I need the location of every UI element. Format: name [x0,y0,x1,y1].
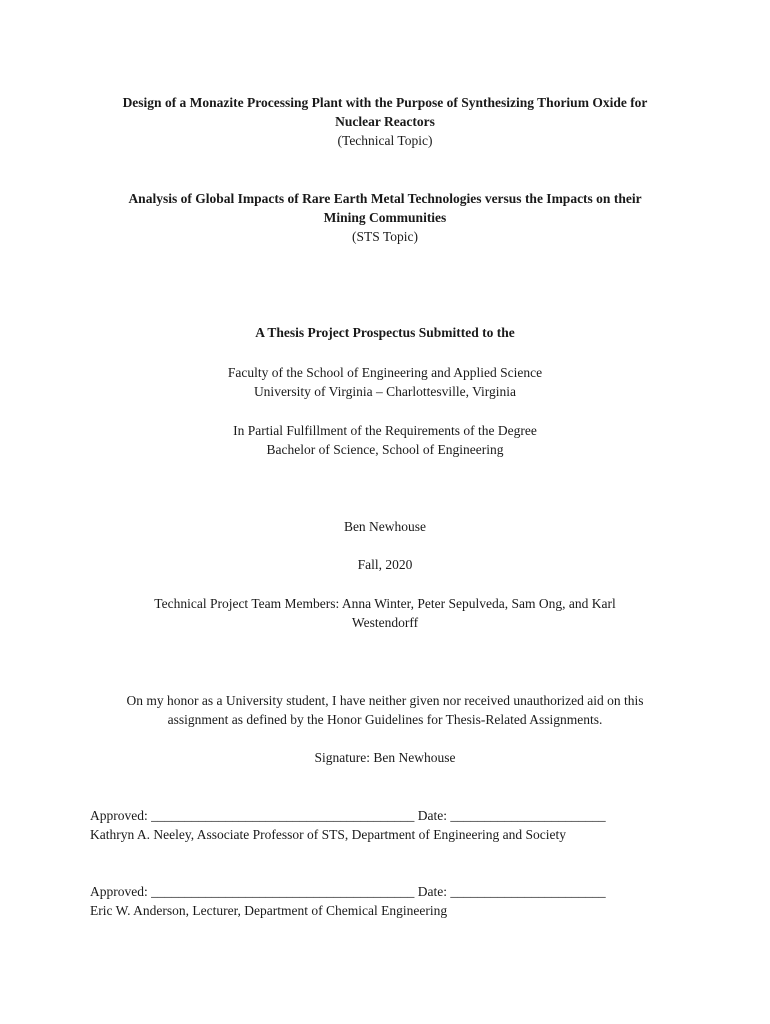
sts-topic-label: (STS Topic) [352,229,418,244]
technical-topic-title-line1: Design of a Monazite Processing Plant with the Purpose of Synthesizing Thorium Oxide for [122,95,648,110]
author-name-block [80,517,690,536]
team-line1: Technical Project Team Members: Anna Winter, Peter Sepulveda, Sam Ong, and Karl [154,596,616,611]
team-block [80,594,690,632]
prospectus-heading-block [80,323,690,342]
technical-topic-title-line2: Nuclear Reactors [335,114,435,129]
approver-2: Eric W. Anderson, Lecturer, Department of Chemical Engineering [90,903,448,918]
university-line: University of Virginia – Charlottesville, Virginia [253,384,517,399]
approval-line-1: Approved: _______________________________________ Date: _______________________ [90,808,606,823]
approval-line-2: Approved: _______________________________________ Date: _______________________ [90,884,606,899]
sts-topic-title-line2: Mining Communities [323,210,447,225]
author-name: Ben Newhouse [343,519,427,534]
approval-block-1 [90,806,690,844]
fulfillment-line: In Partial Fulfillment of the Requirements of the Degree [233,423,537,438]
technical-topic-label: (Technical Topic) [337,133,433,148]
prospectus-heading: A Thesis Project Prospectus Submitted to the [255,325,515,340]
technical-topic-block [80,93,690,150]
term-block [80,555,690,574]
signature-block [80,748,690,767]
team-line2: Westendorff [351,615,419,630]
signature: Signature: Ben Newhouse [314,750,456,765]
approver-1: Kathryn A. Neeley, Associate Professor of STS, Department of Engineering and Society [90,827,567,842]
faculty-line: Faculty of the School of Engineering and Applied Science [227,365,543,380]
faculty-block [80,363,690,401]
term: Fall, 2020 [357,557,413,572]
honor-line1: On my honor as a University student, I have neither given nor received unauthorized aid on this [126,693,644,708]
sts-topic-title-line1: Analysis of Global Impacts of Rare Earth Metal Technologies versus the Impacts on their [128,191,642,206]
degree-line: Bachelor of Science, School of Engineering [266,442,504,457]
honor-pledge-block [80,691,690,729]
degree-block [80,421,690,459]
approval-block-2 [90,882,690,920]
honor-line2: assignment as defined by the Honor Guidelines for Thesis-Related Assignments. [167,712,603,727]
sts-topic-block [80,189,690,246]
